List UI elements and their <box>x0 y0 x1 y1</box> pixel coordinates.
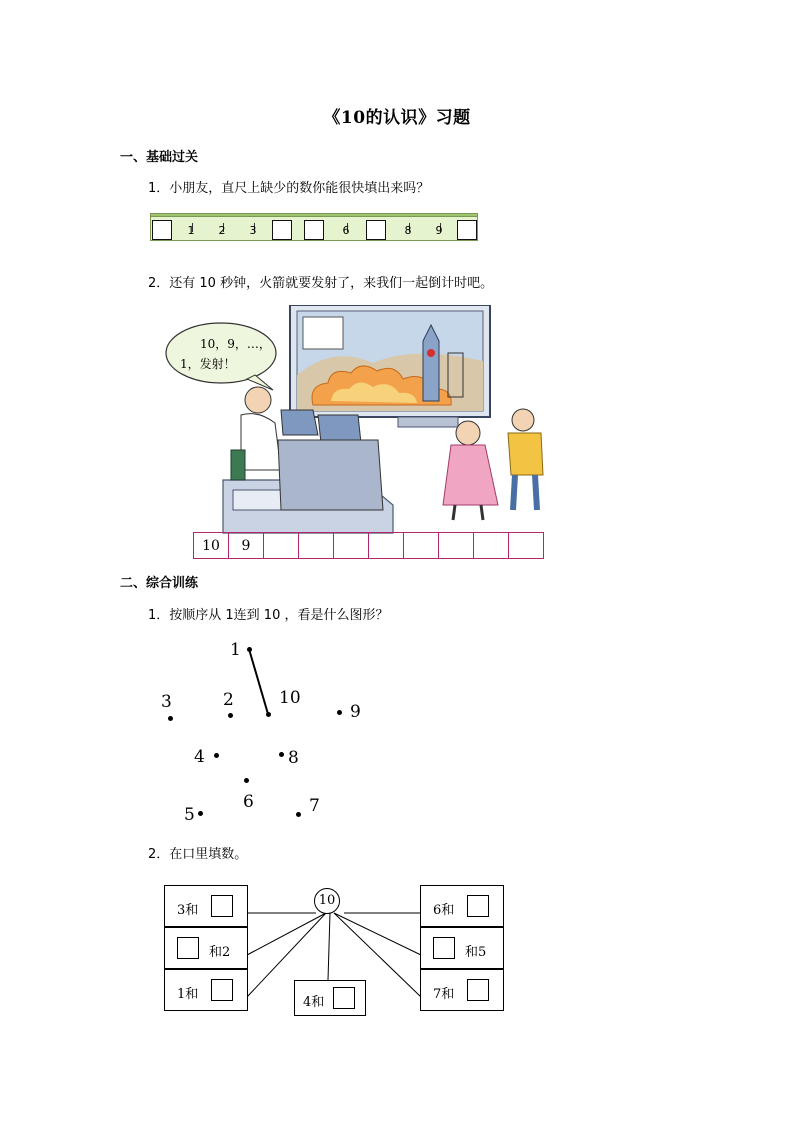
dot-label-9: 9 <box>350 702 361 722</box>
countdown-cell[interactable] <box>264 533 299 559</box>
dot-label-7: 7 <box>309 796 320 816</box>
countdown-cell: 9 <box>229 533 264 559</box>
ruler-blank-5[interactable] <box>304 220 324 240</box>
countdown-cell[interactable] <box>334 533 369 559</box>
number-decomposition-diagram <box>160 880 510 1020</box>
ruler-number: 1 <box>187 224 195 237</box>
decomp-box-left-1 <box>164 885 248 927</box>
countdown-cell[interactable] <box>474 533 509 559</box>
question-ruler: 1．小朋友，直尺上缺少的数你能很快填出来吗？ <box>148 181 430 196</box>
rocket-flag <box>427 349 435 357</box>
girl-dress <box>443 445 498 505</box>
dot-label-5: 5 <box>184 805 195 825</box>
answer-square[interactable] <box>433 937 455 959</box>
ruler-blank-4[interactable] <box>272 220 292 240</box>
dot-label-6: 6 <box>243 792 254 812</box>
decomp-label: 和2 <box>209 945 231 960</box>
decomp-label: 7和 <box>433 987 455 1002</box>
screen-stand <box>398 417 458 427</box>
ruler-blank-7[interactable] <box>366 220 386 240</box>
question-countdown: 2．还有 10 秒钟，火箭就要发射了，来我们一起倒计时吧。 <box>148 276 494 291</box>
question-connect-dots: 1．按顺序从 1连到 10 ，看是什么图形？ <box>148 608 389 623</box>
console-base <box>278 440 383 510</box>
answer-square[interactable] <box>211 979 233 1001</box>
ruler-number: 2 <box>218 224 226 237</box>
decomp-label: 和5 <box>465 945 487 960</box>
answer-square[interactable] <box>177 937 199 959</box>
dots-line-svg <box>150 630 410 830</box>
operator-chair <box>231 450 245 480</box>
boy-jacket <box>508 433 543 475</box>
dot-2[interactable] <box>228 713 233 718</box>
dot-label-2: 2 <box>223 690 234 710</box>
rocket <box>423 325 439 401</box>
connect-line <box>249 649 268 714</box>
answer-square[interactable] <box>211 895 233 917</box>
dot-6[interactable] <box>244 778 249 783</box>
girl-head <box>456 421 480 445</box>
decomp-label: 3和 <box>177 903 199 918</box>
section-heading-basic: 一、基础过关 <box>120 150 199 165</box>
girl-legs <box>453 505 483 520</box>
boy-legs <box>513 475 537 510</box>
dot-5[interactable] <box>198 811 203 816</box>
answer-square[interactable] <box>467 979 489 1001</box>
operator-body <box>241 414 281 470</box>
decomp-box-right-1 <box>420 885 504 927</box>
speech-bubble <box>166 323 276 383</box>
speech-line-1: 10，9，…， <box>200 337 271 351</box>
decomp-box-left-2 <box>164 927 248 969</box>
countdown-cell: 10 <box>194 533 229 559</box>
decomp-box-left-3 <box>164 969 248 1011</box>
countdown-cell[interactable] <box>404 533 439 559</box>
decomp-label: 4和 <box>303 995 325 1010</box>
ruler-number: 8 <box>404 224 412 237</box>
countdown-cell[interactable] <box>509 533 544 559</box>
ruler <box>150 213 478 243</box>
dot-1[interactable] <box>247 647 252 652</box>
ruler-number: 9 <box>435 224 443 237</box>
question-fill-boxes: 2．在口里填数。 <box>148 847 248 862</box>
speech-line-2: 1，发射！ <box>180 357 236 371</box>
decomp-label: 6和 <box>433 903 455 918</box>
page-title: 《10的认识》习题 <box>323 108 471 128</box>
decomp-box-bottom <box>294 980 366 1016</box>
dot-3[interactable] <box>168 716 173 721</box>
dot-label-8: 8 <box>288 748 299 768</box>
screen-panel <box>303 317 343 349</box>
countdown-cell[interactable] <box>369 533 404 559</box>
answer-square[interactable] <box>333 987 355 1009</box>
countdown-cell[interactable] <box>439 533 474 559</box>
decomp-label: 1和 <box>177 987 199 1002</box>
rocket-launch-illustration <box>163 305 558 535</box>
dot-8[interactable] <box>279 752 284 757</box>
ruler-number: 6 <box>342 224 350 237</box>
ruler-number: 3 <box>249 224 257 237</box>
ruler-blank-10[interactable] <box>457 220 477 240</box>
console-monitor-2 <box>318 415 361 443</box>
dot-4[interactable] <box>214 753 219 758</box>
countdown-table <box>193 532 544 559</box>
console-monitor-1 <box>281 410 318 435</box>
dot-label-4: 4 <box>194 747 205 767</box>
dot-label-1: 1 <box>230 640 241 660</box>
boy-head <box>512 409 534 431</box>
ruler-blank-0[interactable] <box>152 220 172 240</box>
center-number-circle: 10 <box>314 888 340 914</box>
operator-head <box>245 387 271 413</box>
dot-label-3: 3 <box>161 692 172 712</box>
dot-label-10: 10 <box>279 688 301 708</box>
section-heading-training: 二、综合训练 <box>120 576 199 591</box>
decomp-box-right-3 <box>420 969 504 1011</box>
answer-square[interactable] <box>467 895 489 917</box>
dot-7[interactable] <box>296 812 301 817</box>
dot-9[interactable] <box>337 710 342 715</box>
countdown-cell[interactable] <box>299 533 334 559</box>
dot-10[interactable] <box>266 712 271 717</box>
decomp-box-right-2 <box>420 927 504 969</box>
connect-dots-area <box>150 630 410 830</box>
